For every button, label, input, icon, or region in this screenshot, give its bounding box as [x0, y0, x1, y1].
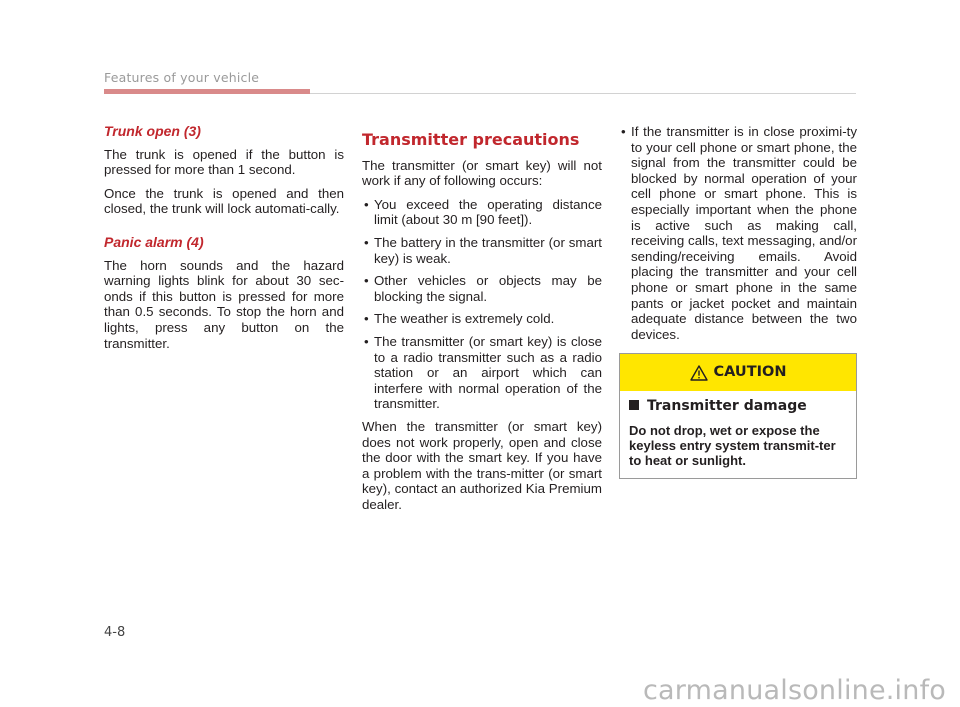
trunk-open-paragraph-2: Once the trunk is opened and then closed, the trunk will lock automati-cally. [104, 185, 344, 217]
page-number: 4-8 [104, 625, 126, 640]
list-item: • If the transmitter is in close proximi-ty to your cell phone or smart phone, the signal from the transmitter could be blocked by normal operation of your cell phone or smart phone. This is especially important when the phone is active such as making call, receiving calls, text messaging, and/or sending/receiving emails. Avoid placing the transmitter and your cell phone or smart phone in the same pants or jacket pocket and maintain adequate distance between the two devices. [619, 124, 857, 342]
caution-title [629, 399, 848, 415]
transmitter-precautions-title: Transmitter precautions [362, 130, 580, 149]
header-rule [310, 93, 856, 94]
list-item: • You exceed the operating distance limit (about 30 m [90 feet]). [362, 197, 602, 228]
square-bullet-icon [629, 400, 639, 410]
proximity-list [619, 124, 857, 342]
list-item: • The transmitter (or smart key) is close to a radio transmitter such as a radio station or an airport which can interfere with normal operation of the transmitter. [362, 334, 602, 412]
panic-alarm-heading: Panic alarm (4) [104, 233, 204, 250]
panic-alarm-paragraph: The horn sounds and the hazard warning lights blink for about 30 sec-onds if this button is pressed for more than 0.5 seconds. To stop the horn and lights, press any button on the transmitter. [104, 257, 344, 351]
trunk-open-paragraph-1: The trunk is opened if the button is pressed for more than 1 second. [104, 146, 344, 178]
precautions-intro: The transmitter (or smart key) will not work if any of following occurs: [362, 157, 602, 189]
warning-triangle-icon [690, 365, 708, 381]
column-right [619, 124, 857, 479]
caution-header [620, 354, 856, 391]
list-item: • The weather is extremely cold. [362, 311, 602, 327]
caution-label: CAUTION [713, 364, 787, 381]
watermark: carmanualsonline.info [643, 675, 946, 706]
precautions-list [362, 197, 602, 412]
column-left [104, 124, 344, 359]
caution-title-text: Transmitter damage [647, 398, 807, 415]
header-accent-rule [104, 89, 310, 94]
precautions-closing: When the transmitter (or smart key) does not work properly, open and close the door with the smart key. If you have a problem with the trans-mitter (or smart key), contact an authorized Kia Premium dealer. [362, 418, 602, 512]
caution-text: Do not drop, wet or expose the keyless entry system transmit-ter to heat or sunlight. [629, 422, 836, 468]
trunk-open-heading: Trunk open (3) [104, 123, 201, 139]
caution-body [620, 391, 856, 478]
column-middle [362, 124, 602, 520]
list-item: • The battery in the transmitter (or smart key) is weak. [362, 235, 602, 266]
caution-box [619, 353, 857, 479]
header-section-title: Features of your vehicle [104, 70, 260, 85]
list-item: • Other vehicles or objects may be blocking the signal. [362, 273, 602, 304]
